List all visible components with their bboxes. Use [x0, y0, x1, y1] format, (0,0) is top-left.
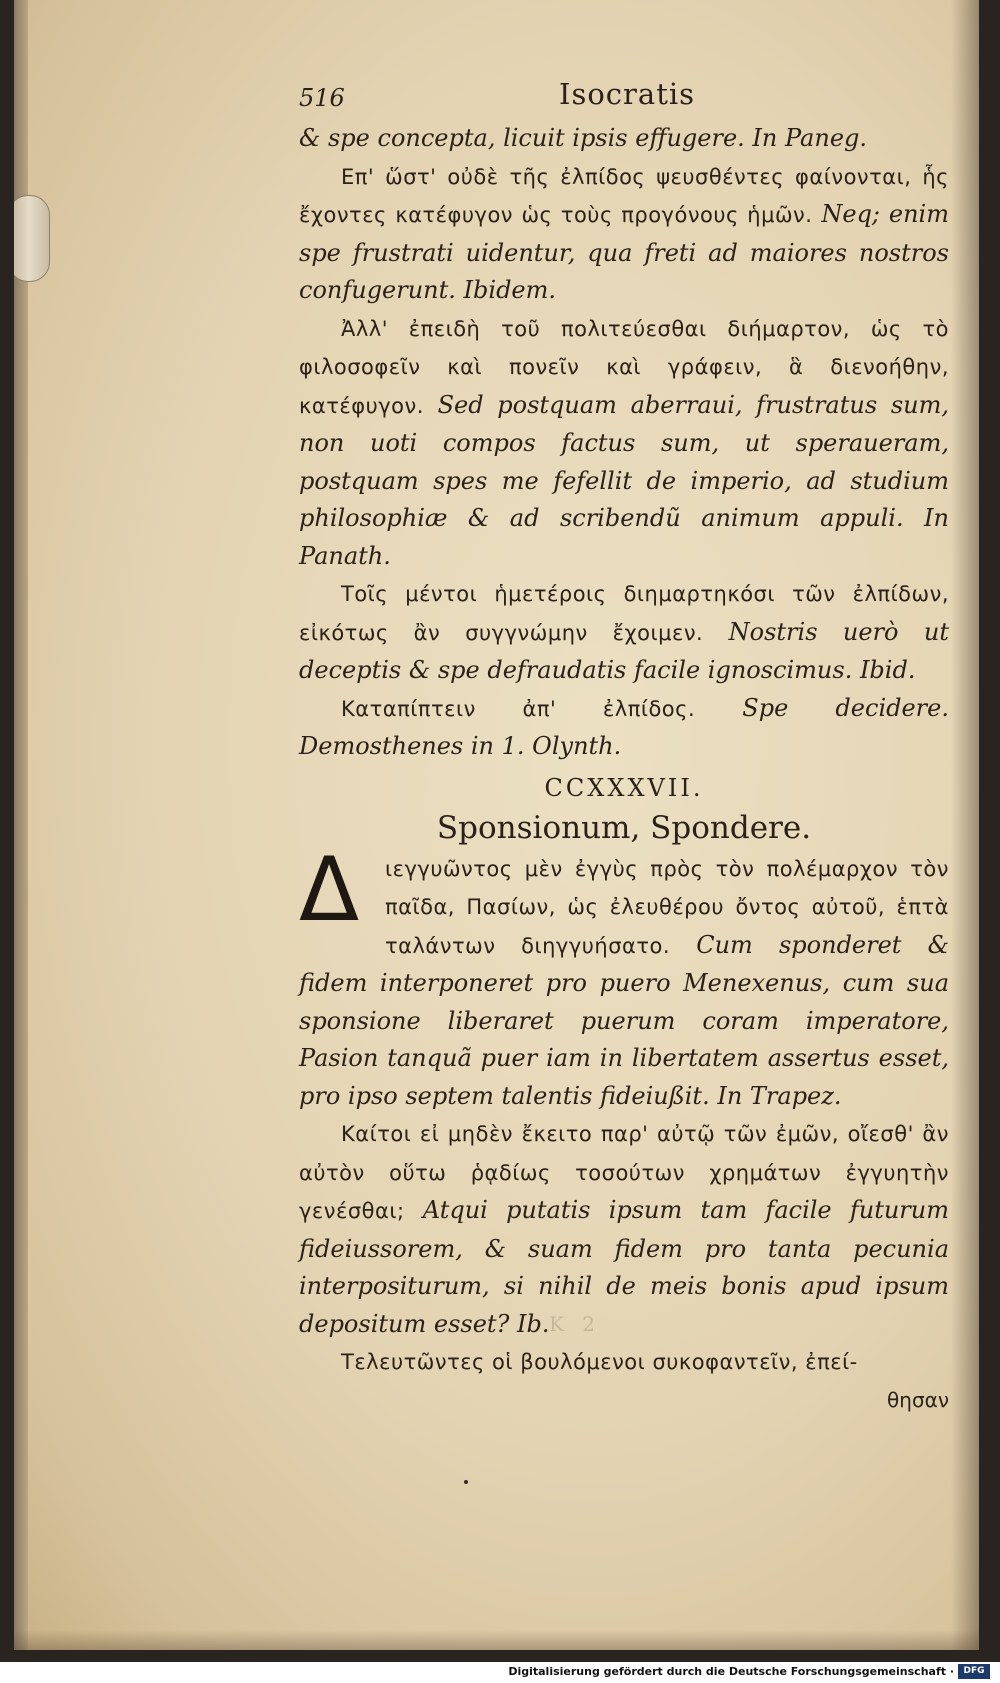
greek-text: Καταπίπτειν ἀπ' ἐλπίδος. [341, 696, 696, 721]
greek-text: Καίτοι εἰ μηδὲν ἔκειτο παρ' αὐτῷ τῶν ἐμῶν, οἴεσθ' ἂν αὐτὸν οὕτω ῥᾳδίως τοσούτων χρημάτων ἐγγυητὴν γενέσθαι; [299, 1122, 949, 1223]
paragraph [299, 1343, 949, 1382]
greek-text: Τοῖς μέντοι ἡμετέροις διημαρτηκόσι τῶν ἐλπίδων, εἰκότως ἂν συγγνώμην ἔχοιμεν. [299, 582, 949, 645]
latin-text: Atqui putatis ipsum tam facile futurum fideiussorem, & suam fidem pro tanta pecunia interpositurum, si nihil de meis bonis apud ipsum depositum esset? Ib. [299, 1196, 949, 1338]
paragraph [299, 575, 949, 690]
latin-text: Sed postquam aberraui, frustratus sum, non uoti compos factus sum, ut speraueram, postquam spes me fefellit de imperio, ad studium philosophiæ & ad scribendũ animum appuli. In Panath. [299, 390, 949, 570]
catchword: θησαν [887, 1387, 949, 1412]
text-block [299, 77, 949, 1419]
section-number: CCXXXVII. [544, 773, 704, 802]
book-page [14, 0, 979, 1650]
latin-text: Nostris uerò ut deceptis & spe defraudatis facile ignoscimus. Ibid. [299, 617, 949, 684]
paragraph [299, 120, 949, 158]
page-gutter [951, 0, 979, 1650]
paragraph [299, 310, 949, 576]
greek-text: Επ' ὥστ' οὐδὲ τῆς ἐλπίδος ψευσθέντες φαίνονται, ἧς ἔχοντες κατέφυγον ὡς τοὺς προγόνους ἡμῶν. [299, 164, 949, 227]
footer-bar [0, 1662, 1000, 1683]
latin-text: Spe decidere. Demosthenes in 1. Olynth. [299, 693, 949, 760]
latin-text: Cum sponderet & fidem interponeret pro puero Menexenus, cum sua sponsione liberaret puerum coram imperatore, Pasion tanquã puer iam in libertatem assertus esset, pro ipso septem talentis fideiußit. In Trapez. [299, 930, 949, 1110]
paragraph [299, 690, 949, 766]
greek-text: Τελευτῶντες οἱ βουλόμενοι συκοφαντεῖν, ἐπεί- [341, 1350, 858, 1374]
page-number: 516 [299, 84, 345, 112]
ink-speck [464, 1480, 468, 1484]
latin-text: & spe concepta, licuit ipsis effugere. In Paneg. [299, 124, 868, 152]
signature-mark: K 2 [549, 1312, 602, 1336]
paragraph [299, 1115, 949, 1343]
latin-text: Neq; enim spe frustrati uidentur, qua freti ad maiores nostros confugerunt. Ibidem. [299, 200, 949, 304]
page-bottom-shade [14, 1630, 979, 1650]
funding-credit: Digitalisierung gefördert durch die Deutsche Forschungsgemeinschaft · [508, 1665, 954, 1678]
paragraph [299, 837, 949, 1116]
section-title: Sponsionum, Spondere. [436, 809, 812, 846]
greek-text: Ἀλλ' ἐπειδὴ τοῦ πολιτεύεσθαι διήμαρτον, ὡς τὸ φιλοσοφεῖν καὶ πονεῖν καὶ γράφειν, ἃ διενοήθην, κατέφυγον. [299, 316, 949, 418]
drop-cap: Δ [299, 837, 360, 941]
book-clasp [14, 195, 50, 282]
dfg-logo: DFG [958, 1664, 990, 1679]
paragraph [299, 158, 949, 310]
greek-text: ιεγγυῶντος μὲν ἐγγὺς πρὸς τὸν πολέμαρχον τὸν παῖδα, Πασίων, ὡς ἐλευθέρου ὄντος αὐτοῦ, ἑπτὰ ταλάντων διηγγυήσατο. [385, 856, 949, 958]
running-head [299, 77, 949, 120]
running-title: Isocratis [559, 77, 696, 111]
